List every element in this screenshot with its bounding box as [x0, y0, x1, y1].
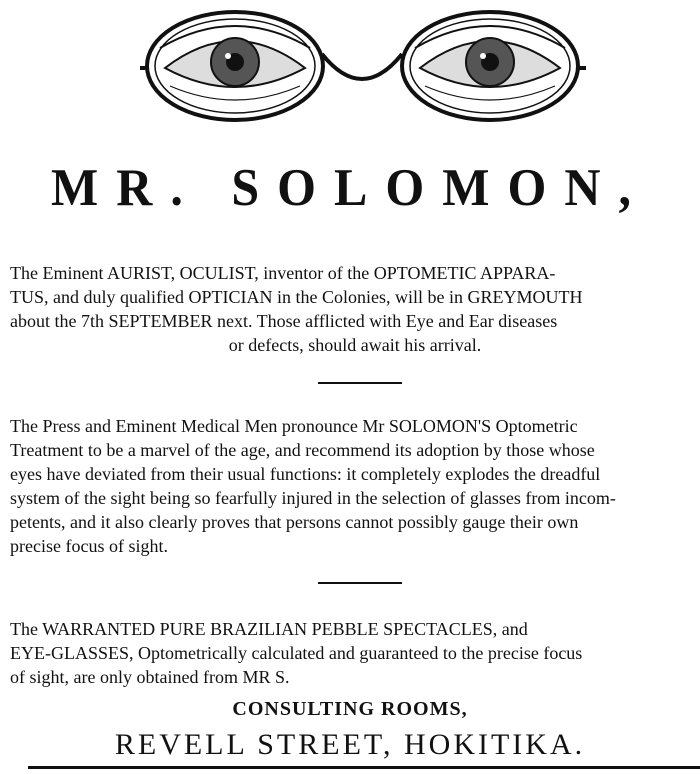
announcement-paragraph — [10, 261, 700, 357]
paragraph-line: of sight, are only obtained from MR S. — [10, 667, 290, 687]
paragraph-line: or defects, should await his arrival. — [228, 335, 482, 355]
paragraph-line: petents, and it also clearly proves that persons cannot possibly gauge their own — [10, 512, 579, 532]
paragraph-line: eyes have deviated from their usual functions: it completely explodes the dreadful — [10, 464, 601, 484]
bottom-divider — [28, 766, 700, 769]
paragraph-line: system of the sight being so fearfully injured in the selection of glasses from incom- — [10, 488, 616, 508]
paragraph-line: The WARRANTED PURE BRAZILIAN PEBBLE SPECTACLES, and — [10, 619, 528, 639]
paragraph-line: precise focus of sight. — [10, 536, 168, 556]
paragraph-line: The Eminent AURIST, OCULIST, inventor of the OPTOMETIC APPARA- — [10, 263, 556, 283]
paragraph-line: Treatment to be a marvel of the age, and recommend its adoption by those whose — [10, 440, 595, 460]
paragraph-line: about the 7th SEPTEMBER next. Those afflicted with Eye and Ear diseases — [10, 311, 558, 331]
consulting-rooms-heading: CONSULTING ROOMS, — [232, 698, 468, 720]
spectacles-with-eyes-icon — [140, 6, 590, 126]
paragraph-line: TUS, and duly qualified OPTICIAN in the Colonies, will be in GREYMOUTH — [10, 287, 583, 307]
paragraph-line: EYE-GLASSES, Optometrically calculated and guaranteed to the precise focus — [10, 643, 583, 663]
divider — [318, 582, 402, 584]
page-title: MR. SOLOMON, — [51, 157, 649, 217]
divider — [318, 382, 402, 384]
paragraph-line: The Press and Eminent Medical Men pronounce Mr SOLOMON'S Optometric — [10, 416, 578, 436]
press-paragraph — [10, 414, 700, 558]
spectacles-paragraph — [10, 617, 700, 689]
address: REVELL STREET, HOKITIKA. — [114, 728, 586, 761]
